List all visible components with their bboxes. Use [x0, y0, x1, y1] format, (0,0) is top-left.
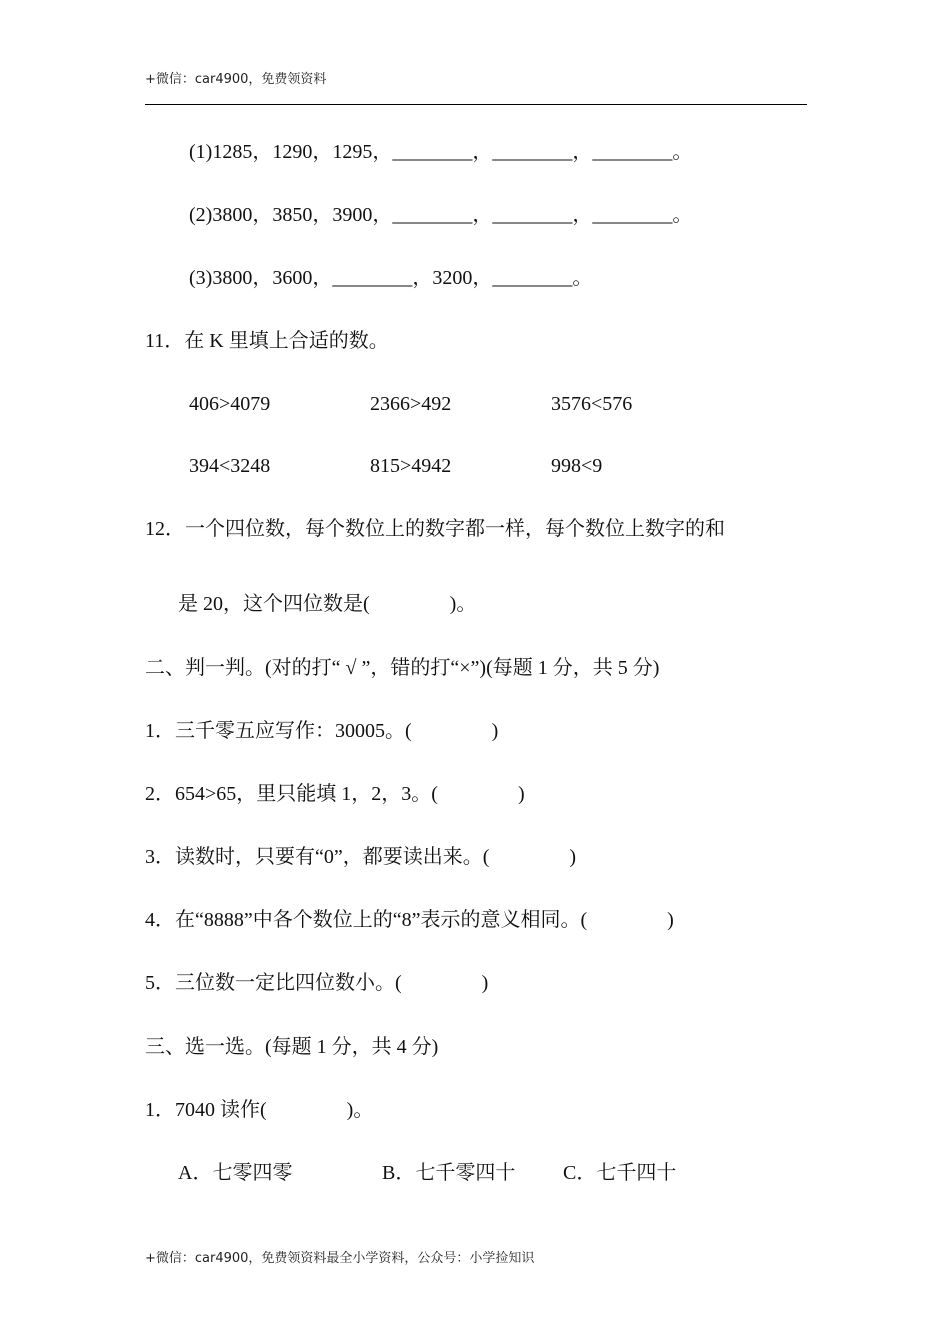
q11-item-2: 2366>492	[370, 393, 452, 415]
header-divider	[145, 104, 807, 105]
footer-note: +微信：car4900，免费领资料最全小学资料，公众号：小学捡知识	[145, 1251, 535, 1266]
sequence-2: (2)3800，3850，3900，________，________，________。	[189, 204, 693, 226]
q12-line-2: 是 20，这个四位数是( )。	[178, 593, 477, 615]
judge-item-3: 3．读数时，只要有“0”，都要读出来。( )	[145, 846, 577, 868]
q11-item-6: 998<9	[551, 455, 603, 477]
q11-title: 11．在 K 里填上合适的数。	[145, 330, 389, 352]
option-c: C．七千四十	[563, 1162, 677, 1184]
judge-item-2: 2．654>65，里只能填 1，2，3。( )	[145, 783, 525, 805]
q12-line-1: 12．一个四位数，每个数位上的数字都一样，每个数位上数字的和	[145, 518, 725, 540]
q11-item-1: 406>4079	[189, 393, 271, 415]
section2-title: 二、判一判。(对的打“ √ ”，错的打“×”)(每题 1 分，共 5 分)	[145, 657, 660, 679]
judge-item-4: 4．在“8888”中各个数位上的“8”表示的意义相同。( )	[145, 909, 674, 931]
header-note: +微信：car4900，免费领资料	[145, 72, 327, 87]
q11-item-3: 3576<576	[551, 393, 633, 415]
q11-item-5: 815>4942	[370, 455, 452, 477]
section3-title: 三、选一选。(每题 1 分，共 4 分)	[145, 1036, 439, 1058]
q11-item-4: 394<3248	[189, 455, 271, 477]
option-b: B．七千零四十	[382, 1162, 516, 1184]
judge-item-1: 1．三千零五应写作：30005。( )	[145, 720, 499, 742]
choice-q1: 1．7040 读作( )。	[145, 1099, 374, 1121]
option-a: A．七零四零	[178, 1162, 293, 1184]
judge-item-5: 5．三位数一定比四位数小。( )	[145, 972, 489, 994]
sequence-1: (1)1285，1290，1295，________，________，________。	[189, 141, 693, 163]
sequence-3: (3)3800，3600，________，3200，________。	[189, 267, 593, 289]
